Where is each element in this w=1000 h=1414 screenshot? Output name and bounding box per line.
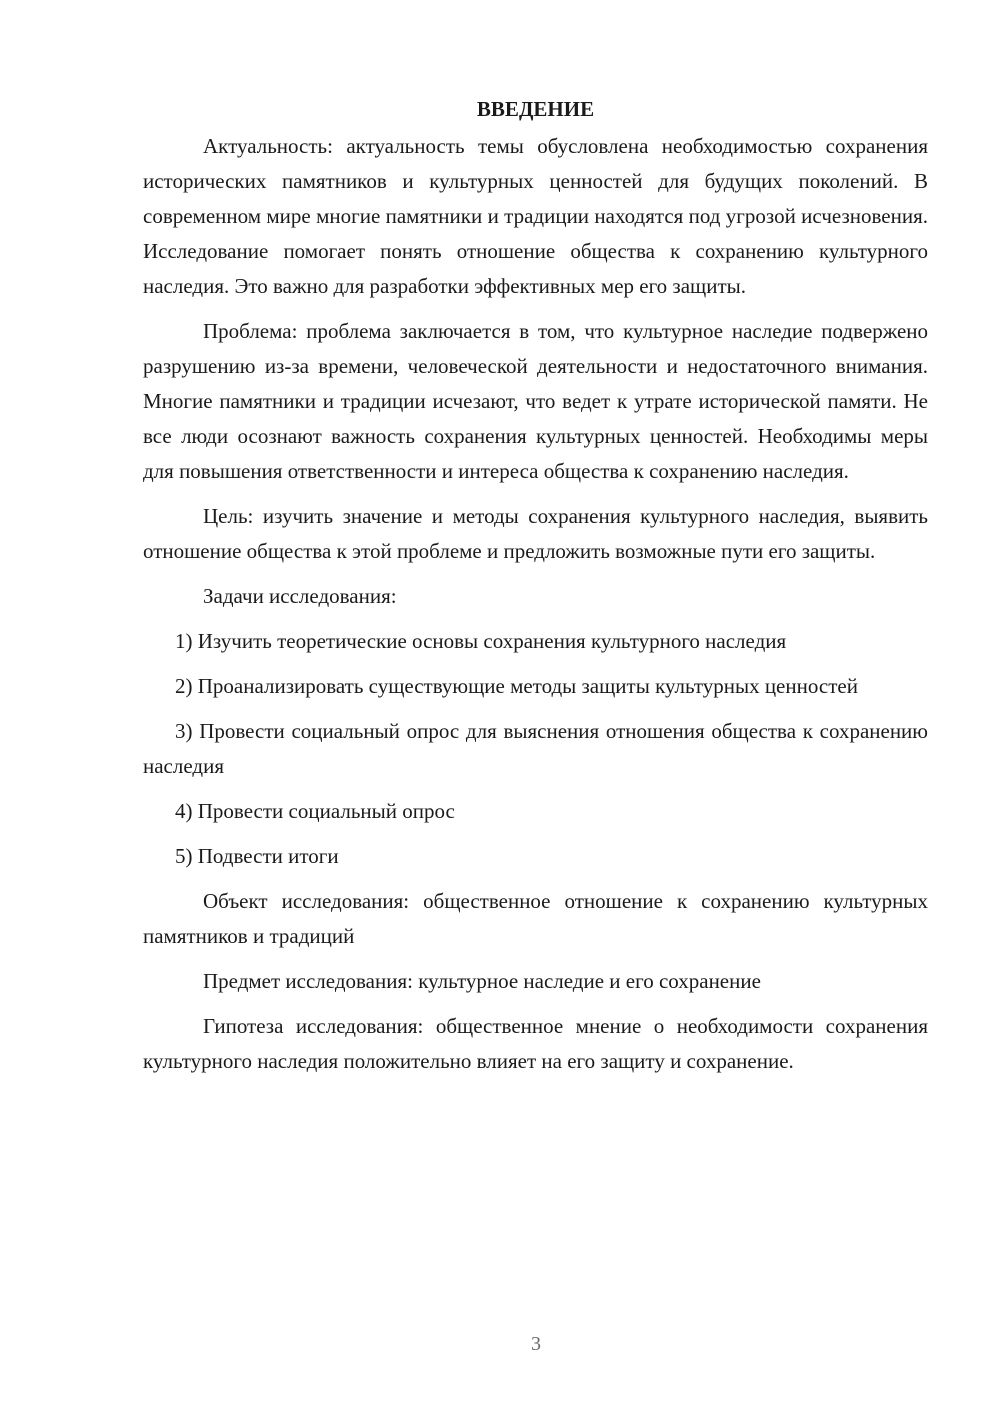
task-item-1: 1) Изучить теоретические основы сохранения культурного наследия (175, 629, 787, 653)
document-page (143, 92, 928, 1089)
paragraph-relevance: Актуальность: актуальность темы обусловлена необходимостью сохранения исторических памятников и культурных ценностей для будущих поколений. В современном мире многие памятники и традиции находятся под угрозой исчезновения. Исследование помогает понять отношение общества к сохранению культурного наследия. Это важно для разработки эффективных мер его защиты. (143, 134, 928, 298)
paragraph-goal: Цель: изучить значение и методы сохранения культурного наследия, выявить отношение общества к этой проблеме и предложить возможные пути его защиты. (143, 504, 928, 563)
paragraph-subject: Предмет исследования: культурное наследие и его сохранение (203, 969, 761, 993)
paragraph-hypothesis: Гипотеза исследования: общественное мнение о необходимости сохранения культурного наследия положительно влияет на его защиту и сохранение. (143, 1014, 928, 1073)
section-heading: ВВЕДЕНИЕ (476, 97, 595, 121)
task-item-2: 2) Проанализировать существующие методы защиты культурных ценностей (175, 674, 858, 698)
page-number: 3 (531, 1333, 541, 1355)
paragraph-problem: Проблема: проблема заключается в том, что культурное наследие подвержено разрушению из-за времени, человеческой деятельности и недостаточного внимания. Многие памятники и традиции исчезают, что ведет к утрате исторической памяти. Не все люди осознают важность сохранения культурных ценностей. Необходимы меры для повышения ответственности и интереса общества к сохранению наследия. (143, 319, 928, 483)
task-item-3: 3) Провести социальный опрос для выяснения отношения общества к сохранению наследия (143, 719, 928, 778)
paragraph-object: Объект исследования: общественное отношение к сохранению культурных памятников и традиций (143, 889, 928, 948)
tasks-label: Задачи исследования: (203, 584, 397, 608)
task-item-5: 5) Подвести итоги (175, 844, 339, 868)
task-item-4: 4) Провести социальный опрос (175, 799, 455, 823)
